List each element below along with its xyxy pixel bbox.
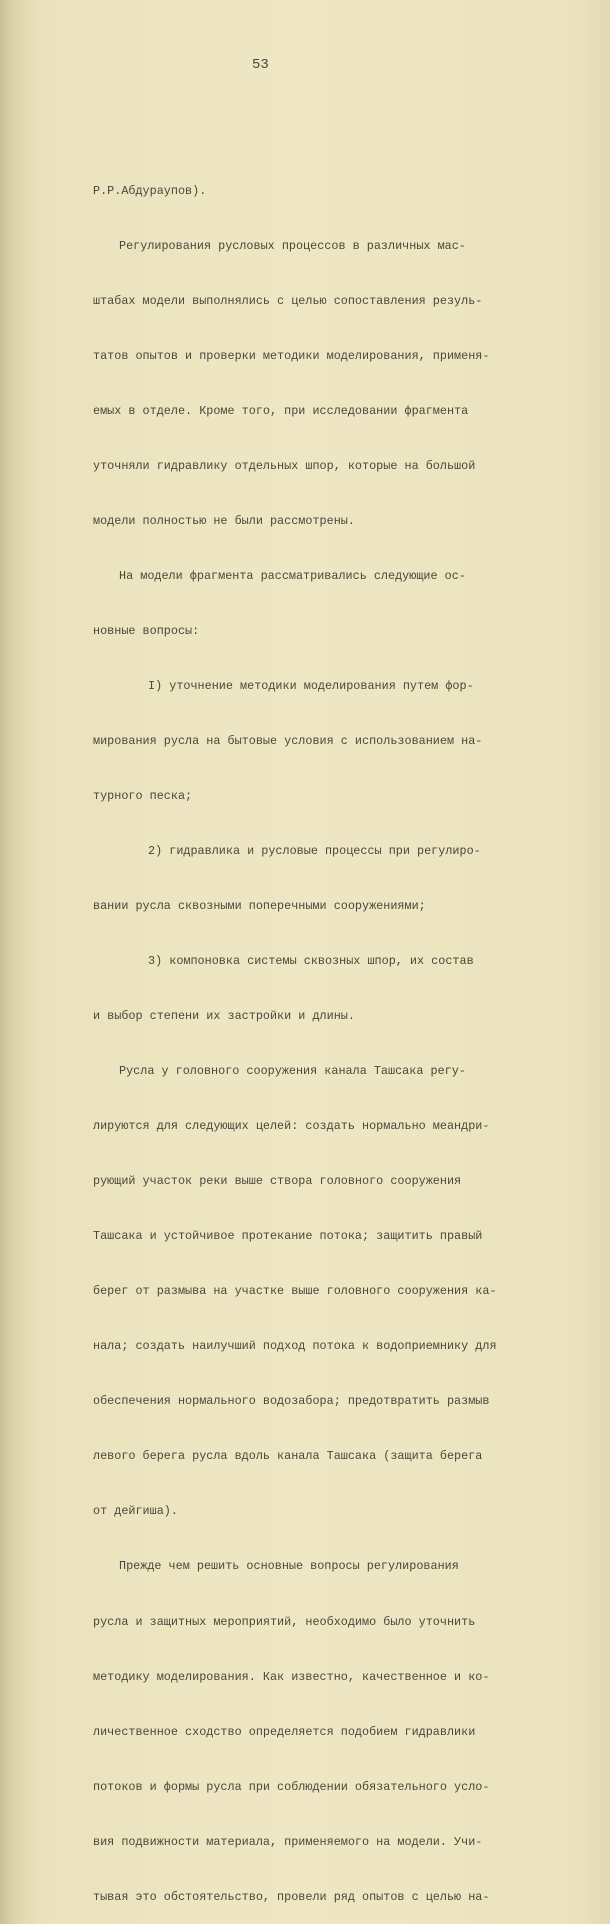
text-line: Ташсака и устойчивое протекание потока; защитить правый xyxy=(93,1229,483,1244)
text-line: уточняли гидравлику отдельных шпор, которые на большой xyxy=(93,458,476,473)
text-line: новные вопросы: xyxy=(93,623,200,638)
text-line: турного песка; xyxy=(93,789,193,804)
text-line: русла и защитных мероприятий, необходимо было уточнить xyxy=(93,1614,476,1629)
list-item: I) уточнение методики моделирования путем фор- xyxy=(148,678,474,693)
text-line: потоков и формы русла при соблюдении обязательного усло- xyxy=(93,1779,490,1794)
text-line: нала; создать наилучший подход потока к водоприемнику для xyxy=(93,1339,497,1354)
text-line: На модели фрагмента рассматривались следующие ос- xyxy=(119,568,466,583)
text-line: Регулирования русловых процессов в различных мас- xyxy=(119,238,466,253)
text-line: емых в отделе. Кроме того, при исследовании фрагмента xyxy=(93,403,469,418)
text-line: штабах модели выполнялись с целью сопоставления резуль- xyxy=(93,293,483,308)
text-line: модели полностью не были рассмотрены. xyxy=(93,513,355,528)
text-line: рующий участок реки выше створа головного сооружения xyxy=(93,1174,462,1189)
text-line: Р.Р.Абдураупов). xyxy=(93,183,207,198)
body-text xyxy=(93,145,513,1924)
text-line: левого берега русла вдоль канала Ташсака (защита берега xyxy=(93,1449,483,1464)
text-line: лируются для следующих целей: создать нормально меандри- xyxy=(93,1119,490,1134)
text-line: Прежде чем решить основные вопросы регулирования xyxy=(119,1559,459,1574)
text-line: методику моделирования. Как известно, качественное и ко- xyxy=(93,1669,490,1684)
text-line: от дейгиша). xyxy=(93,1504,178,1519)
text-line: берег от размыва на участке выше головного сооружения ка- xyxy=(93,1284,497,1299)
list-item: 2) гидравлика и русловые процессы при регулиро- xyxy=(148,844,481,859)
page-number: 53 xyxy=(252,57,269,73)
text-line: и выбор степени их застройки и длины. xyxy=(93,1009,355,1024)
text-line: Русла у головного сооружения канала Ташсака регу- xyxy=(119,1064,466,1079)
text-line: личественное сходство определяется подобием гидравлики xyxy=(93,1724,476,1739)
text-line: татов опытов и проверки методики моделирования, применя- xyxy=(93,348,490,363)
text-line: вия подвижности материала, применяемого на модели. Учи- xyxy=(93,1834,483,1849)
text-line: обеспечения нормального водозабора; предотвратить размыв xyxy=(93,1394,490,1409)
text-line: вании русла сквозными поперечными сооружениями; xyxy=(93,899,426,914)
list-item: 3) компоновка системы сквозных шпор, их состав xyxy=(148,954,474,969)
text-line: мирования русла на бытовые условия с использованием на- xyxy=(93,734,483,748)
text-line: тывая это обстоятельство, провели ряд опытов с целью на- xyxy=(93,1889,490,1904)
